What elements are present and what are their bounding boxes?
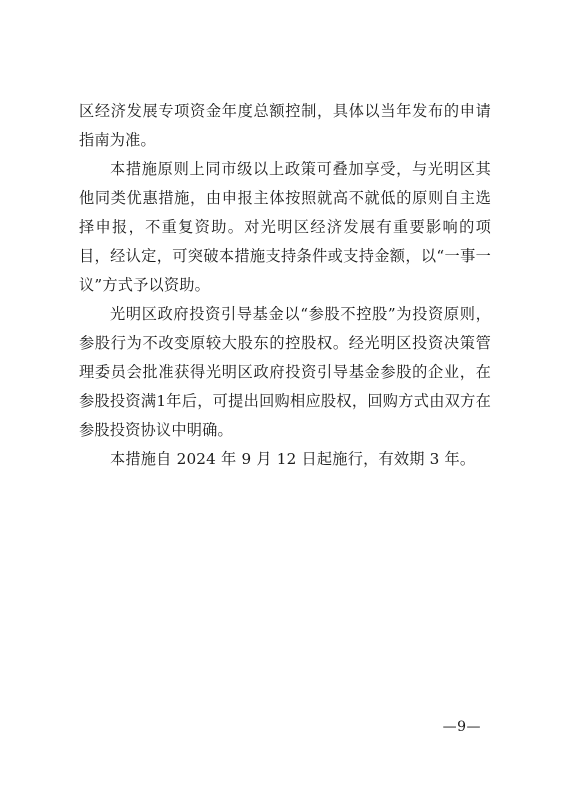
paragraph-policy-stacking: 本措施原则上同市级以上政策可叠加享受，与光明区其他同类优惠措施，由申报主体按照就高不就低的原则自主选择申报，不重复资助。对光明区经济发展有重要影响的项目，经认定，可突破本措施支持条件或支持金额，以“一事一议”方式予以资助。 xyxy=(79,160,491,294)
document-body xyxy=(79,97,491,474)
paragraph-continuation: 区经济发展专项资金年度总额控制，具体以当年发布的申请指南为准。 xyxy=(79,102,491,149)
paragraph-effective-date: 本措施自 2024 年 9 月 12 日起施行，有效期 3 年。 xyxy=(110,450,476,468)
page-number: —9— xyxy=(442,719,481,735)
paragraph-guidance-fund: 光明区政府投资引导基金以“参股不控股”为投资原则，参股行为不改变原较大股东的控股权。经光明区投资决策管理委员会批准获得光明区政府投资引导基金参股的企业，在参股投资满1年后，可提出回购相应股权，回购方式由双方在参股投资协议中明确。 xyxy=(79,305,491,439)
